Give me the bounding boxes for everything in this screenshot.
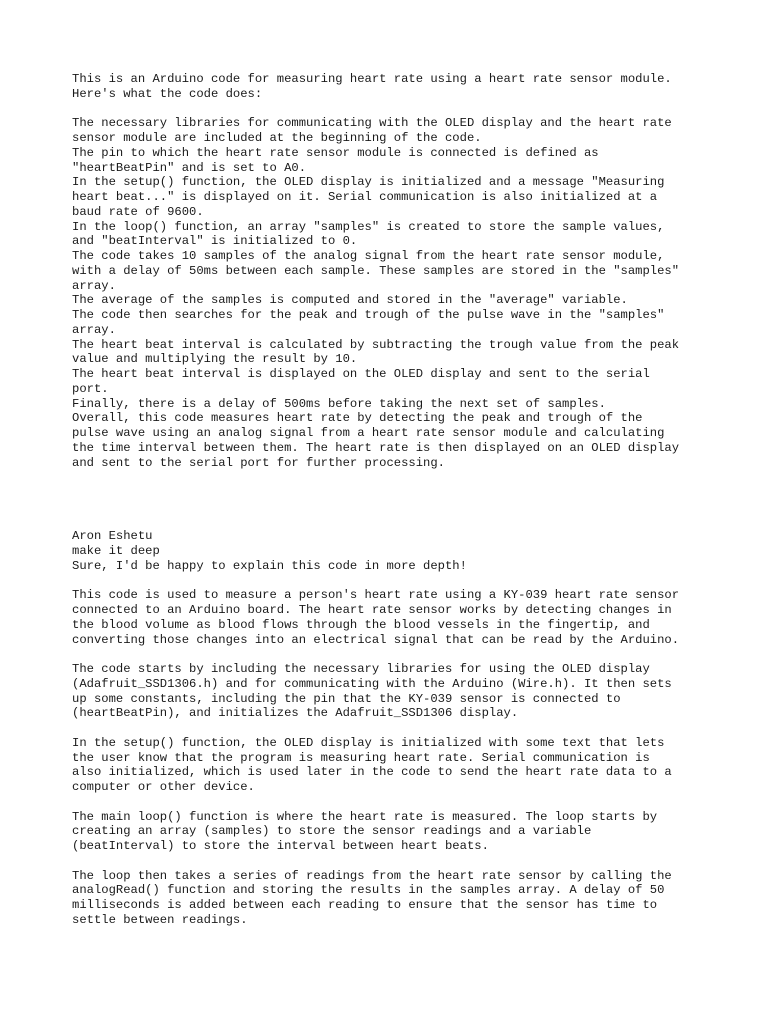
- text-line: the time interval between them. The heart rate is then displayed on an OLED display: [72, 440, 680, 455]
- text-line: the user know that the program is measuring heart rate. Serial communication is: [72, 750, 650, 765]
- text-line: "heartBeatPin" and is set to A0.: [72, 160, 307, 175]
- section1-intro: [72, 72, 732, 102]
- text-line: The code starts by including the necessary libraries for using the OLED display: [72, 662, 650, 676]
- text-line: Finally, there is a delay of 500ms before taking the next set of samples.: [72, 396, 606, 411]
- blank-line: [72, 795, 732, 810]
- text-line: computer or other device.: [72, 780, 255, 794]
- text-line: baud rate of 9600.: [72, 204, 204, 219]
- text-line: with a delay of 50ms between each sample. These samples are stored in the "samples": [72, 263, 680, 278]
- text-line: settle between readings.: [72, 912, 248, 927]
- section2-header: [72, 529, 732, 573]
- text-line: pulse wave using an analog signal from a heart rate sensor module and calculating: [72, 426, 665, 440]
- blank-line: [72, 647, 732, 662]
- text-line: array.: [72, 278, 116, 293]
- text-line: (heartBeatPin), and initializes the Adafruit_SSD1306 display.: [72, 706, 519, 721]
- text-line: The loop then takes a series of readings from the heart rate sensor by calling the: [72, 868, 672, 883]
- text-line: The heart beat interval is displayed on the OLED display and sent to the serial: [72, 367, 650, 381]
- text-line: value and multiplying the result by 10.: [72, 352, 358, 367]
- text-line: Here's what the code does:: [72, 86, 263, 101]
- text-line: In the setup() function, the OLED display is initialized and a message "Measuring: [72, 175, 665, 190]
- paragraph: [72, 736, 732, 795]
- text-line: heart beat..." is displayed on it. Serial communication is also initialized at a: [72, 190, 658, 204]
- text-line: also initialized, which is used later in the code to send the heart rate data to a: [72, 765, 672, 780]
- text-line: port.: [72, 381, 109, 396]
- text-line: converting those changes into an electrical signal that can be read by the Arduino.: [72, 632, 680, 647]
- text-line: (Adafruit_SSD1306.h) and for communicating with the Arduino (Wire.h). It then sets: [72, 676, 672, 691]
- text-line: the blood volume as blood flows through the blood vessels in the fingertip, and: [72, 617, 650, 632]
- text-line: and "beatInterval" is initialized to 0.: [72, 234, 358, 249]
- text-line: The average of the samples is computed and stored in the "average" variable.: [72, 293, 628, 308]
- blank-line: [72, 854, 732, 869]
- text-line: connected to an Arduino board. The heart rate sensor works by detecting changes in: [72, 603, 672, 617]
- text-line: and sent to the serial port for further processing.: [72, 455, 445, 470]
- paragraph: [72, 588, 732, 647]
- text-line: This code is used to measure a person's heart rate using a KY-039 heart rate sensor: [72, 588, 680, 603]
- section-spacer: [72, 470, 732, 529]
- text-line: creating an array (samples) to store the sensor readings and a variable: [72, 824, 592, 839]
- section1-steps: [72, 116, 732, 470]
- text-line: The main loop() function is where the heart rate is measured. The loop starts by: [72, 809, 658, 824]
- response-opening: Sure, I'd be happy to explain this code in more depth!: [72, 558, 467, 573]
- text-line: array.: [72, 322, 116, 337]
- text-line: milliseconds is added between each reading to ensure that the sensor has time to: [72, 898, 658, 912]
- paragraph: [72, 869, 732, 928]
- text-line: up some constants, including the pin that the KY-039 sensor is connected to: [72, 691, 621, 706]
- text-line: The necessary libraries for communicating with the OLED display and the heart rate: [72, 116, 672, 131]
- paragraph: [72, 810, 732, 854]
- user-prompt: make it deep: [72, 544, 160, 558]
- text-line: sensor module are included at the beginning of the code.: [72, 131, 482, 145]
- author-name: Aron Eshetu: [72, 529, 153, 544]
- blank-line: [72, 102, 732, 117]
- text-line: The heart beat interval is calculated by subtracting the trough value from the peak: [72, 337, 680, 352]
- text-line: (beatInterval) to store the interval between heart beats.: [72, 839, 489, 853]
- paragraph: [72, 662, 732, 721]
- text-line: Overall, this code measures heart rate by detecting the peak and trough of the: [72, 411, 643, 426]
- text-line: The code takes 10 samples of the analog signal from the heart rate sensor module,: [72, 249, 665, 263]
- blank-line: [72, 721, 732, 736]
- document-page: [72, 72, 732, 928]
- blank-line: [72, 574, 732, 589]
- text-line: In the loop() function, an array "samples" is created to store the sample values,: [72, 219, 665, 234]
- text-line: The code then searches for the peak and trough of the pulse wave in the "samples": [72, 308, 665, 322]
- text-line: This is an Arduino code for measuring heart rate using a heart rate sensor module.: [72, 72, 672, 86]
- text-line: The pin to which the heart rate sensor module is connected is defined as: [72, 145, 599, 160]
- text-line: analogRead() function and storing the results in the samples array. A delay of 50: [72, 883, 665, 898]
- text-line: In the setup() function, the OLED display is initialized with some text that lets: [72, 735, 665, 750]
